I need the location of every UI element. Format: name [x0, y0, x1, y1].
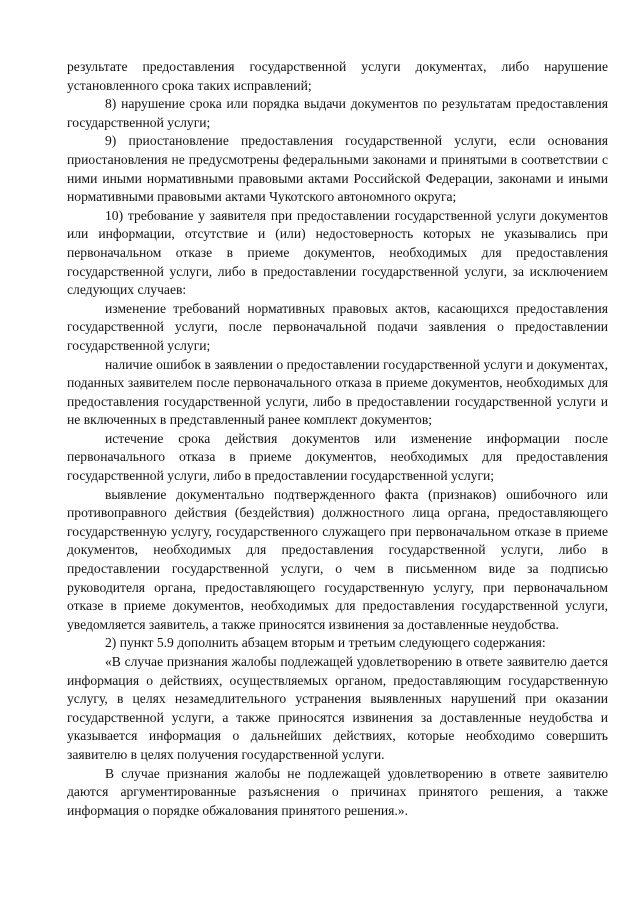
- paragraph: результате предоставления государственной услуги документах, либо нарушение установленного срока таких исправлений;: [67, 59, 608, 93]
- paragraph: 10) требование у заявителя при предоставлении государственной услуги документов или информации, отсутствие и (или) недостоверность которых не указывались при первоначальном отказе в приеме документов, необходимых для предоставления государственной услуги, либо в предоставлении государственной услуги, за исключением следующих случаев:: [67, 207, 608, 298]
- paragraph: В случае признания жалобы не подлежащей удовлетворению в ответе заявителю даются аргументированные разъяснения о причинах принятого решения, а также информация о порядке обжалования принятого решения.».: [67, 765, 608, 818]
- paragraph: 8) нарушение срока или порядка выдачи документов по результатам предоставления государственной услуги;: [67, 96, 608, 130]
- document-body: [67, 58, 608, 820]
- paragraph: истечение срока действия документов или изменение информации после первоначального отказа в приеме документов, необходимых для предоставления государственной услуги, либо в предоставлении государственной услуги;: [67, 430, 608, 484]
- paragraph: наличие ошибок в заявлении о предоставлении государственной услуги и документах, поданных заявителем после первоначального отказа в приеме документов, необходимых для предоставления государственной услуги, либо в предоставлении государственной услуги и не включенных в представленный ранее комплект документов;: [67, 356, 608, 428]
- paragraph: выявление документально подтвержденного факта (признаков) ошибочного или противоправного действия (бездействия) должностного лица органа, предоставляющего государственную услугу, государственного служащего при первоначальном отказе в приеме документов, необходимых для предоставления государственной услуги, либо в предоставлении государственной услуги, о чем в письменном виде за подписью руководителя органа, предоставляющего государственную услугу, при первоначальном отказе в приеме документов, необходимых для предоставления государственной услуги, уведомляется заявитель, а также приносятся извинения за доставленные неудобства.: [67, 486, 608, 632]
- paragraph: 9) приостановление предоставления государственной услуги, если основания приостановления не предусмотрены федеральными законами и принятыми в соответствии с ними иными нормативными правовыми актами Российской Федерации, законами и иными нормативными правовыми актами Чукотского автономного округа;: [67, 133, 608, 205]
- paragraph: 2) пункт 5.9 дополнить абзацем вторым и третьим следующего содержания:: [105, 635, 546, 651]
- paragraph: изменение требований нормативных правовых актов, касающихся предоставления государственной услуги, после первоначальной подачи заявления о предоставлении государственной услуги;: [67, 300, 608, 353]
- paragraph: «В случае признания жалобы подлежащей удовлетворению в ответе заявителю дается информация о действиях, осуществляемых органом, предоставляющим государственную услугу, в целях незамедлительного устранения выявленных нарушений при оказании государственной услуги, а также приносятся извинения за доставленные неудобства и указывается информация о дальнейших действиях, которые необходимо совершить заявителю в целях получения государственной услуги.: [67, 654, 608, 762]
